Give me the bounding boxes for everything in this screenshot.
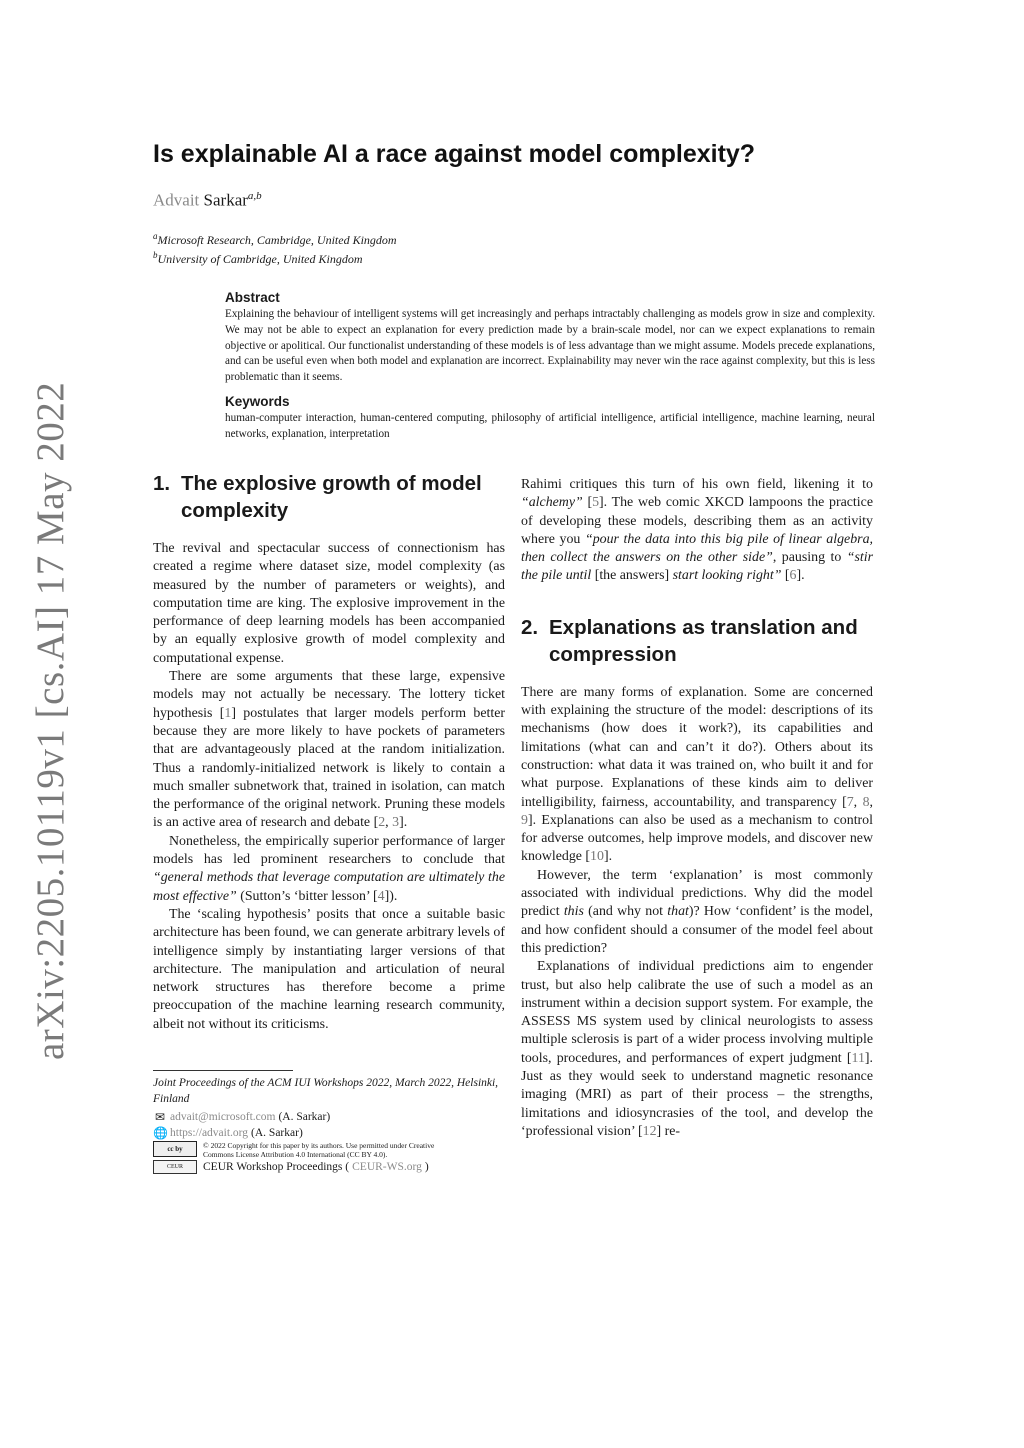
arxiv-stamp: arXiv:2205.10119v1 [cs.AI] 17 May 2022 [29, 381, 72, 1060]
keywords-text: human-computer interaction, human-centered computing, philosophy of artificial intelligence, artificial intelligence, machine learning, neural networks, explanation, interpretation [225, 411, 875, 440]
globe-icon: 🌐 [153, 1126, 168, 1140]
left-column [153, 470, 505, 1034]
footnotes [153, 1070, 505, 1175]
citation-link[interactable]: 3 [392, 815, 400, 831]
affiliation-text: Microsoft Research, Cambridge, United Kingdom [157, 233, 397, 247]
citation-link[interactable]: 11 [851, 1050, 865, 1066]
author-last-name: Sarkar [203, 190, 248, 210]
citation-link[interactable]: 4 [377, 888, 385, 904]
author-affil-sup: a,b [247, 190, 262, 202]
web-line: 🌐 https://advait.org (A. Sarkar) [153, 1126, 303, 1140]
affiliation-a [153, 231, 397, 248]
paragraph: Nonetheless, the empirically superior performance of larger models has led prominent researchers to conclude that “general methods that leverage computation are ultimately the most effective” (Sutton’s ‘bitter lesson’ [4]). [153, 833, 505, 904]
quote: “pour the data into this big pile of linear algebra, then collect the answers on the other side” [521, 531, 873, 566]
ceur-line: CEUR CEUR Workshop Proceedings ( CEUR-WS.org ) [153, 1159, 505, 1175]
paragraph: The ‘scaling hypothesis’ posits that once a suitable basic architecture has been found, we can generate arbitrary levels of intelligence simply by instantiating larger versions of that architecture. The manipulation and articulation of neural network structures has therefore become a prime preoccupation of the machine learning research community, albeit not without its criticisms. [153, 906, 505, 1032]
section-number: 2. [521, 615, 539, 639]
affiliation-text: University of Cambridge, United Kingdom [157, 252, 363, 266]
ceur-link[interactable]: CEUR-WS.org [352, 1161, 422, 1173]
author-first-name: Advait [153, 190, 200, 210]
footnote-rule [153, 1070, 293, 1071]
copyright-text: © 2022 Copyright for this paper by its authors. Use permitted under Creative Commons License Attribution 4.0 International (CC BY 4.0). [203, 1141, 435, 1159]
paragraph: There are some arguments that these large, expensive models may not actually be necessary. The lottery ticket hypothesis [1] postulates that larger models perform better because they are more likely to have pockets of parameters that are advantageously placed at the random initialization. Thus a randomly-initialized network is likely to contain a much smaller subnetwork that, trained in isolation, can match the performance of the original network. Pruning these models is an active area of research and debate [2, 3]. [153, 669, 505, 831]
section-number: 1. [153, 472, 171, 495]
ceur-logo-icon: CEUR [153, 1160, 197, 1174]
citation-link[interactable]: 1 [224, 705, 232, 721]
citation-link[interactable]: 6 [789, 568, 797, 584]
email-link[interactable]: advait@microsoft.com [170, 1111, 276, 1123]
cc-by-badge-icon: cc by [153, 1141, 197, 1157]
citation-link[interactable]: 10 [590, 849, 604, 865]
paragraph: Explanations of individual predictions aim to engender trust, but also help calibrate the use of such a model as an instrument within a decision support system. For example, the ASSESS MS system used by clinical neurologists to assess multiple sclerosis is part of a wider process involving multiple tools, procedures, and performances of expert judgment [11]. Just as they would seek to understand magnetic resonance imaging (MRI) as part of their process – the strengths, limitations and idiosyncrasies of the tool, and develop the ‘professional vision’ [12] re- [521, 959, 873, 1139]
email-line: ✉ advait@microsoft.com (A. Sarkar) [154, 1110, 331, 1124]
keywords-heading: Keywords [225, 393, 290, 409]
quote: start looking right” [672, 568, 782, 584]
quote: “general methods that leverage computation are ultimately the most effective” [153, 870, 505, 904]
paper-title: Is explainable AI a race against model complexity? [153, 140, 756, 168]
venue-note: Joint Proceedings of the ACM IUI Workshops 2022, March 2022, Helsinki, Finland [153, 1077, 499, 1105]
section-2-heading [521, 614, 873, 668]
section-title: Explanations as translation and compression [549, 615, 858, 666]
affiliation-sup: b [153, 250, 158, 260]
citation-link[interactable]: 12 [642, 1123, 657, 1139]
quote: “alchemy” [521, 495, 583, 511]
section-title: The explosive growth of model complexity [181, 472, 482, 522]
citation-link[interactable]: 9 [521, 812, 528, 828]
section-1-heading [153, 470, 505, 524]
abstract-block [225, 289, 875, 443]
affiliation-b [153, 250, 362, 267]
quote: “stir the pile until [521, 550, 873, 584]
paragraph: The revival and spectacular success of connectionism has created a regime where dataset size, model complexity (as measured by the number of parameters or weights), and computation time are king. The explosive improvement in the performance of deep learning models has been accompanied by an equally explosive growth of model complexity and computational expense. [153, 541, 505, 666]
paragraph: There are many forms of explanation. Some are concerned with explaining the structure of the model: descriptions of its mechanisms (how does it work?), its capabilities and limitations (what can and can’t it do?). Others about its construction: what data it was trained on, who built it and for what purpose. Explanations of these kinds aim to deliver intelligibility, fairness, accountability, and transparency [7, 8, 9]. Explanations can also be used as a mechanism to control for adverse outcomes, help improve models, and discover new knowledge [10]. [521, 684, 873, 865]
citation-link[interactable]: 2 [378, 815, 386, 831]
envelope-icon: ✉ [154, 1110, 166, 1124]
author-line [153, 190, 262, 211]
web-link[interactable]: https://advait.org [170, 1127, 249, 1139]
abstract-text: Explaining the behaviour of intelligent systems will get increasingly and perhaps intractably challenging as models grow in size and complexity. We may not be able to expect an explanation for every prediction made by a brain-scale model, nor can we expect explanations to remain objective or apolitical. Our functionalist understanding of these models is of less advantage than we might assume. Models precede explanations, and can be useful even when both model and explanation are incorrect. Explainability may never win the race against complexity, but this is less problematic than it seems. [225, 308, 875, 384]
license-line [153, 1141, 505, 1159]
citation-link[interactable]: 5 [592, 495, 600, 511]
citation-link[interactable]: 7 [846, 794, 854, 810]
right-column [521, 476, 873, 1141]
citation-link[interactable]: 8 [862, 794, 870, 810]
abstract-heading: Abstract [225, 290, 280, 305]
paragraph: However, the term ‘explanation’ is most commonly associated with individual predictions. Why did the model predict this (and why not that)? How ‘confident’ is the model, and how confident should a consumer of the model feel about this prediction? [521, 867, 874, 956]
affiliation-sup: a [153, 231, 158, 241]
paragraph: Rahimi critiques this turn of his own field, likening it to “alchemy” [5]. The web comic XKCD lampoons the practice of developing these models, describing them as an activity where you “pour the data into this big pile of linear algebra, then collect the answers on the other side”, pausing to “stir the pile until [the answers] start looking right” [6]. [521, 477, 873, 584]
